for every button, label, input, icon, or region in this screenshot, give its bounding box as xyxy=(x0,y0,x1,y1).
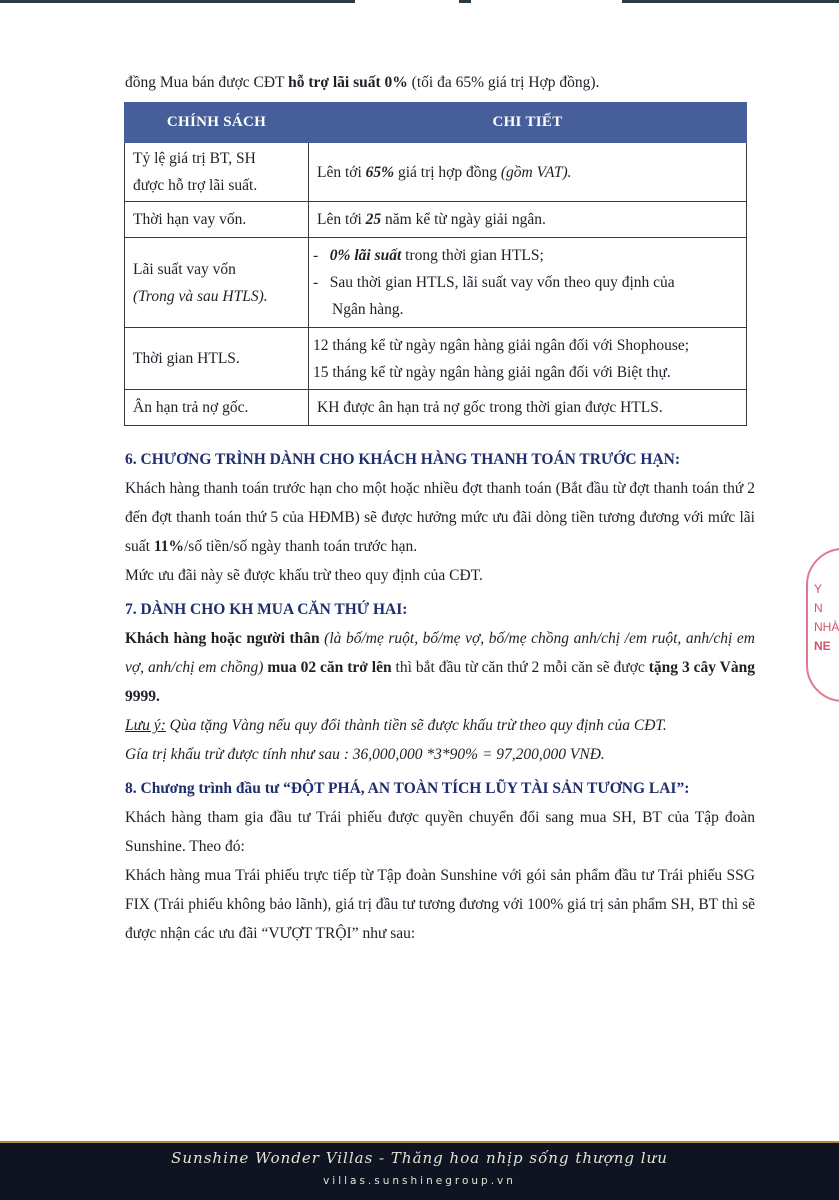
section-8 xyxy=(125,774,755,948)
detail-cell: Lên tới 65% giá trị hợp đồng (gồm VAT). xyxy=(309,143,747,202)
section-6 xyxy=(125,445,755,590)
section-7-calc: Gía trị khấu trừ được tính như sau : 36,000,000 *3*90% = 97,200,000 VNĐ. xyxy=(125,746,605,763)
intro-line: đồng Mua bán được CĐT hỗ trợ lãi suất 0% (tối đa 65% giá trị Hợp đồng). xyxy=(125,74,600,91)
red-seal-stamp: Y N NHÀ NE xyxy=(806,548,839,702)
section-6-note: Mức ưu đãi này sẽ được khấu trừ theo quy định của CĐT. xyxy=(125,567,483,584)
footer-url: villas.sunshinegroup.vn xyxy=(323,1175,516,1187)
detail-cell: KH được ân hạn trả nợ gốc trong thời gian được HTLS. xyxy=(309,390,747,426)
header-detail: CHI TIẾT xyxy=(309,103,747,143)
scan-edge-mid xyxy=(459,0,471,3)
table-row xyxy=(125,202,747,238)
section-6-paragraph: Khách hàng thanh toán trước hạn cho một hoặc nhiều đợt thanh toán (Bắt đầu từ đợt thanh toán thứ 2 đến đợt thanh toán thứ 5 của HĐMB) sẽ được hưởng mức ưu đãi dòng tiền tương đương với mức lãi suất 11%/số tiền/số ngày thanh toán trước hạn. xyxy=(125,480,755,555)
policy-cell: Tỷ lệ giá trị BT, SH được hỗ trợ lãi suất. xyxy=(125,143,309,202)
footer-banner xyxy=(0,1141,839,1200)
detail-cell: - 0% lãi suất trong thời gian HTLS; - Sau thời gian HTLS, lãi suất vay vốn theo quy định của Ngân hàng. xyxy=(309,238,747,328)
table-row xyxy=(125,328,747,390)
scan-edge-right xyxy=(622,0,839,3)
footer-gold-line xyxy=(0,1141,839,1143)
section-7-title: 7. DÀNH CHO KH MUA CĂN THỨ HAI: xyxy=(125,601,408,618)
footer-tagline: Sunshine Wonder Villas - Thăng hoa nhịp sống thượng lưu xyxy=(171,1149,668,1167)
section-6-title: 6. CHƯƠNG TRÌNH DÀNH CHO KHÁCH HÀNG THANH TOÁN TRƯỚC HẠN: xyxy=(125,451,681,468)
table-row xyxy=(125,143,747,202)
policy-cell: Thời hạn vay vốn. xyxy=(125,202,309,238)
section-8-title: 8. Chương trình đầu tư “ĐỘT PHÁ, AN TOÀN TÍCH LŨY TÀI SẢN TƯƠNG LAI”: xyxy=(125,780,690,797)
header-policy: CHÍNH SÁCH xyxy=(125,103,309,143)
section-7 xyxy=(125,595,755,769)
policy-cell: Lãi suất vay vốn (Trong và sau HTLS). xyxy=(125,238,309,328)
section-8-paragraph-2: Khách hàng mua Trái phiếu trực tiếp từ Tập đoàn Sunshine với gói sản phẩm đầu tư Trái phiếu SSG FIX (Trái phiếu không bảo lãnh), giá trị đầu tư tương đương với 100% giá trị sản phẩm SH, BT thì sẽ được nhận các ưu đãi “VƯỢT TRỘI” như sau: xyxy=(125,867,755,942)
policy-cell: Ân hạn trả nợ gốc. xyxy=(125,390,309,426)
section-8-paragraph-1: Khách hàng tham gia đầu tư Trái phiếu được quyền chuyển đổi sang mua SH, BT của Tập đoàn Sunshine. Theo đó: xyxy=(125,809,755,855)
policy-table xyxy=(124,102,747,426)
scan-edge-left xyxy=(0,0,355,3)
policy-cell: Thời gian HTLS. xyxy=(125,328,309,390)
detail-cell: 12 tháng kể từ ngày ngân hàng giải ngân đối với Shophouse; 15 tháng kể từ ngày ngân hàng giải ngân đối với Biệt thự. xyxy=(309,328,747,390)
section-7-paragraph: Khách hàng hoặc người thân (là bố/mẹ ruột, bố/mẹ vợ, bố/mẹ chồng anh/chị /em ruột, anh/chị em vợ, anh/chị em chồng) mua 02 căn trở lên thì bắt đầu từ căn thứ 2 mỗi căn sẽ được tặng 3 cây Vàng 9999. xyxy=(125,630,755,705)
table-row xyxy=(125,390,747,426)
table-header-row xyxy=(125,103,747,143)
table-row xyxy=(125,238,747,328)
section-7-note: Lưu ý: Qùa tặng Vàng nếu quy đổi thành tiền sẽ được khấu trừ theo quy định của CĐT. xyxy=(125,717,667,734)
detail-cell: Lên tới 25 năm kể từ ngày giải ngân. xyxy=(309,202,747,238)
